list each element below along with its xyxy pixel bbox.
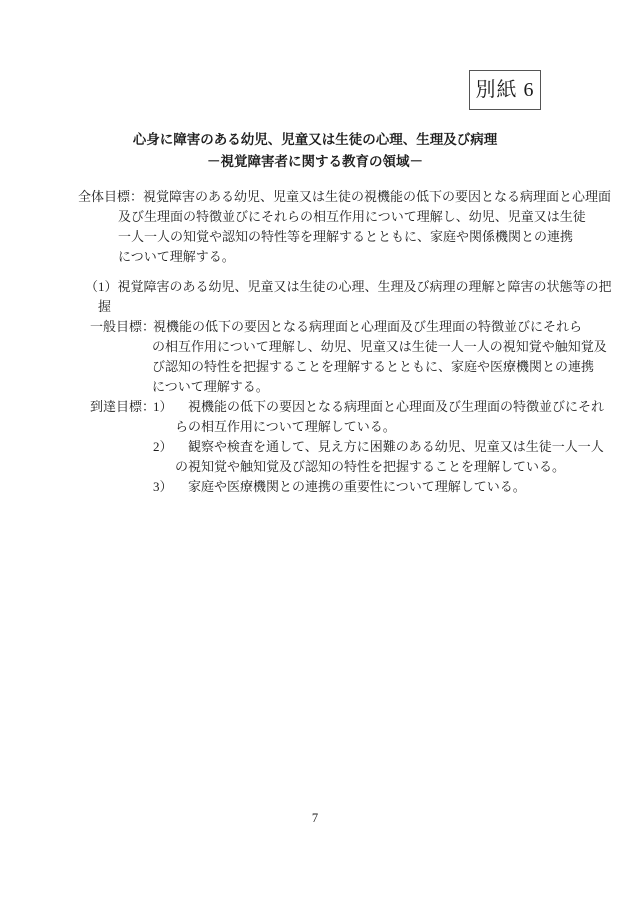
attachment-tag-label: 別紙 6 [475,79,535,101]
attainment-goal-paragraph [90,397,604,497]
attainment-goal-label: 到達目標： [90,399,156,414]
text-line: 及び生理面の特徴並びにそれらの相互作用について理解し、幼児、児童又は生徒 [118,209,586,224]
text-line: 一人一人の知覚や認知の特性等を理解するとともに、家庭や関係機関との連携 [118,229,574,244]
attainment-goal-items [153,397,604,497]
text-line: について理解する。 [152,379,269,394]
general-goal-text: 視機能の低下の要因となる病理面と心理面及び生理面の特徴並びにそれら [153,319,583,334]
section1-heading [85,277,612,317]
list-item-line [153,437,604,457]
overall-goal-text: 視覚障害のある幼児、児童又は生徒の視機能の低下の要因となる病理面と心理面 [143,189,612,204]
document-subtitle: －視覚障害者に関する教育の領域－ [207,154,423,169]
text-line: 握 [98,299,112,314]
general-goal-paragraph [90,317,607,397]
list-item-line [153,397,604,417]
item-number: 1） [153,399,173,414]
general-goal-label: 一般目標： [90,319,156,334]
item-text: 観察や検査を通して、見え方に困難のある幼児、児童又は生徒一人一人 [188,439,604,454]
attachment-tag-box [469,70,541,110]
item-number: 3） [153,479,173,494]
overall-goal-paragraph [78,187,611,267]
list-item-line: らの相互作用について理解している。 [175,419,396,434]
list-item-line [153,477,604,497]
item-text: 家庭や医療機関との連携の重要性について理解している。 [188,479,526,494]
overall-goal-label: 全体目標： [78,189,144,204]
item-number: 2） [153,439,173,454]
text-line: について理解する。 [118,249,235,264]
text-line [90,317,607,337]
document-title-block [0,129,630,173]
text-line [78,187,611,207]
section1-text: 視覚障害のある幼児、児童又は生徒の心理、生理及び病理の理解と障害の状態等の把 [117,279,612,294]
text-line: び認知の特性を把握することを理解するとともに、家庭や医療機関との連携 [152,359,595,374]
text-line: の相互作用について理解し、幼児、児童又は生徒一人一人の視知覚や触知覚及 [152,339,607,354]
list-item-line: の視知覚や触知覚及び認知の特性を把握することを理解している。 [175,459,566,474]
document-title: 心身に障害のある幼児、児童又は生徒の心理、生理及び病理 [132,132,498,147]
page-number: 7 [311,811,319,825]
item-text: 視機能の低下の要因となる病理面と心理面及び生理面の特徴並びにそれ [188,399,605,414]
section1-number: （1） [85,279,118,294]
text-line [85,277,612,297]
